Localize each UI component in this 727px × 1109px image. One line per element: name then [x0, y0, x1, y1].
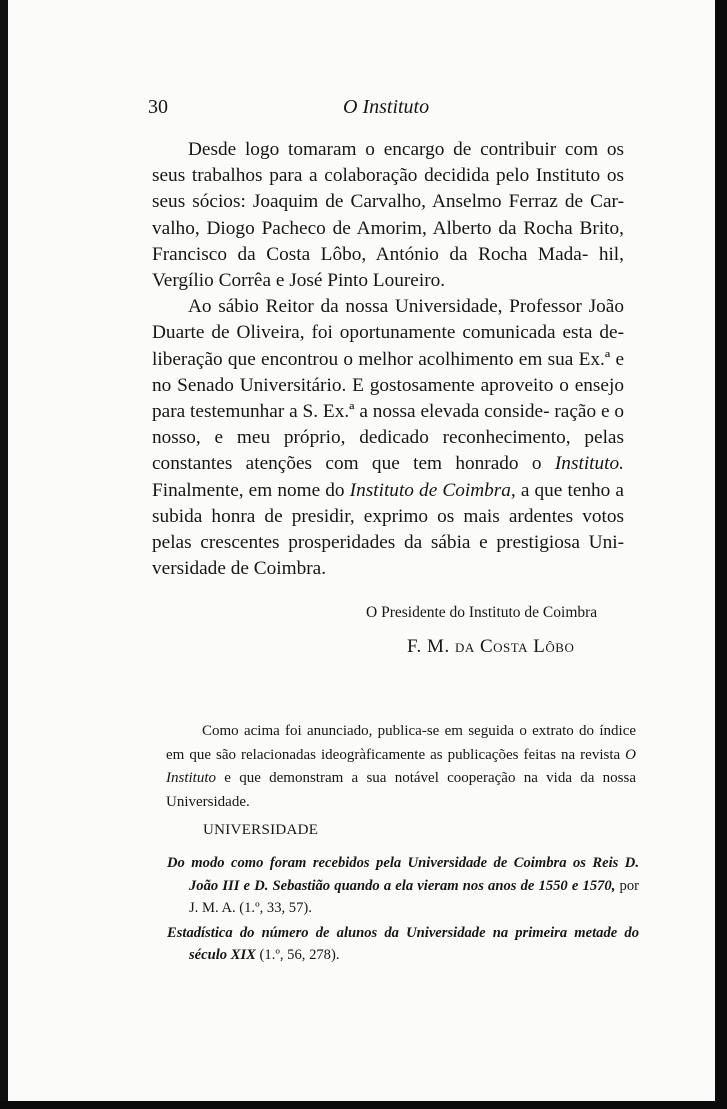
- text-line: liberação que encontrou o melhor acolhimento em sua Ex.ª: [152, 348, 611, 370]
- signature-name: F. M. da Costa Lôbo: [407, 636, 575, 657]
- page-number: 30: [148, 96, 168, 118]
- reference-detail: (1.º, 56, 278).: [255, 947, 340, 964]
- text-line: pelas crescentes prosperidades da sábia e prestigiosa Uni-: [152, 532, 624, 554]
- text-line: na revista: [560, 746, 626, 763]
- signature-role: O Presidente do Instituto de Coimbra: [366, 604, 598, 621]
- text-line: ração e o nosso, e meu próprio, dedicado reconhecimento,: [152, 401, 624, 449]
- section-heading: UNIVERSIDADE: [203, 822, 319, 838]
- text-line: Ao sábio Reitor da nossa Universidade, Professor João: [188, 296, 624, 318]
- emphasis: Instituto de Coimbra,: [349, 479, 516, 501]
- text-line: e no Senado Universitário. E gostosamente aproveito o: [152, 348, 624, 396]
- text-line: a que tenho: [515, 479, 611, 501]
- document-page: [8, 0, 715, 1101]
- reference-item: [167, 852, 639, 920]
- text-line: versidade de Coimbra.: [152, 558, 327, 580]
- emphasis: Instituto.: [554, 453, 624, 475]
- reference-list: [167, 852, 639, 969]
- paragraph-1: [152, 137, 624, 294]
- text-line: pelas constantes atenções com que tem honrado o: [152, 427, 624, 475]
- page-header: [8, 96, 715, 126]
- scan-border-bottom: [0, 1101, 727, 1109]
- text-line: Finalmente, em nome do: [152, 479, 350, 501]
- text-line: seus sócios: Joaquim de Carvalho, Anselmo Ferraz de Car-: [152, 191, 624, 213]
- text-line: Como acima foi anunciado, publica-se em seguida o extrato do: [202, 723, 595, 739]
- reference-item: [167, 922, 639, 967]
- body-text: [152, 137, 624, 582]
- reference-title: Do modo como foram recebidos pela Universidade de Coimbra os Reis D. João III e D. Sebastião quando a ela vieram nos anos de 1550 e 1570,: [167, 855, 639, 894]
- text-line: na vida da nossa Universidade.: [166, 770, 637, 810]
- reference-detail: por J. M. A. (1.º, 33, 57).: [189, 877, 639, 917]
- index-note: [166, 720, 636, 814]
- note-paragraph: [166, 720, 636, 814]
- text-line: valho, Diogo Pacheco de Amorim, Alberto da Rocha: [152, 217, 573, 239]
- reference-title: Estadística do número de alunos da Universidade na primeira metade do século XIX: [167, 924, 639, 964]
- text-line: Duarte de Oliveira, foi oportunamente comunicada esta de-: [152, 322, 624, 344]
- text-line: ensejo para testemunhar a S. Ex.ª a nossa elevada conside-: [152, 374, 624, 423]
- emphasis: O Instituto: [166, 746, 637, 786]
- text-line: Brito, Francisco da Costa Lôbo, António da Rocha Mada-: [152, 217, 624, 265]
- text-line: e que demonstram a sua notável cooperação: [216, 770, 516, 786]
- scan-border-right: [715, 0, 727, 1109]
- text-line: a subida honra de presidir, exprimo os mais ardentes votos: [152, 479, 624, 527]
- text-line: hil, Vergílio Corrêa e José Pinto Loureiro.: [152, 243, 624, 292]
- text-line: seus trabalhos para a colaboração decidida pelo Instituto os: [152, 165, 624, 187]
- text-line: Desde logo tomaram o encargo de contribuir com os: [188, 139, 624, 160]
- text-line: índice em que são relacionadas ideogràficamente as publicações feitas: [166, 723, 637, 763]
- running-title: O Instituto: [343, 96, 430, 118]
- paragraph-2: [152, 294, 624, 582]
